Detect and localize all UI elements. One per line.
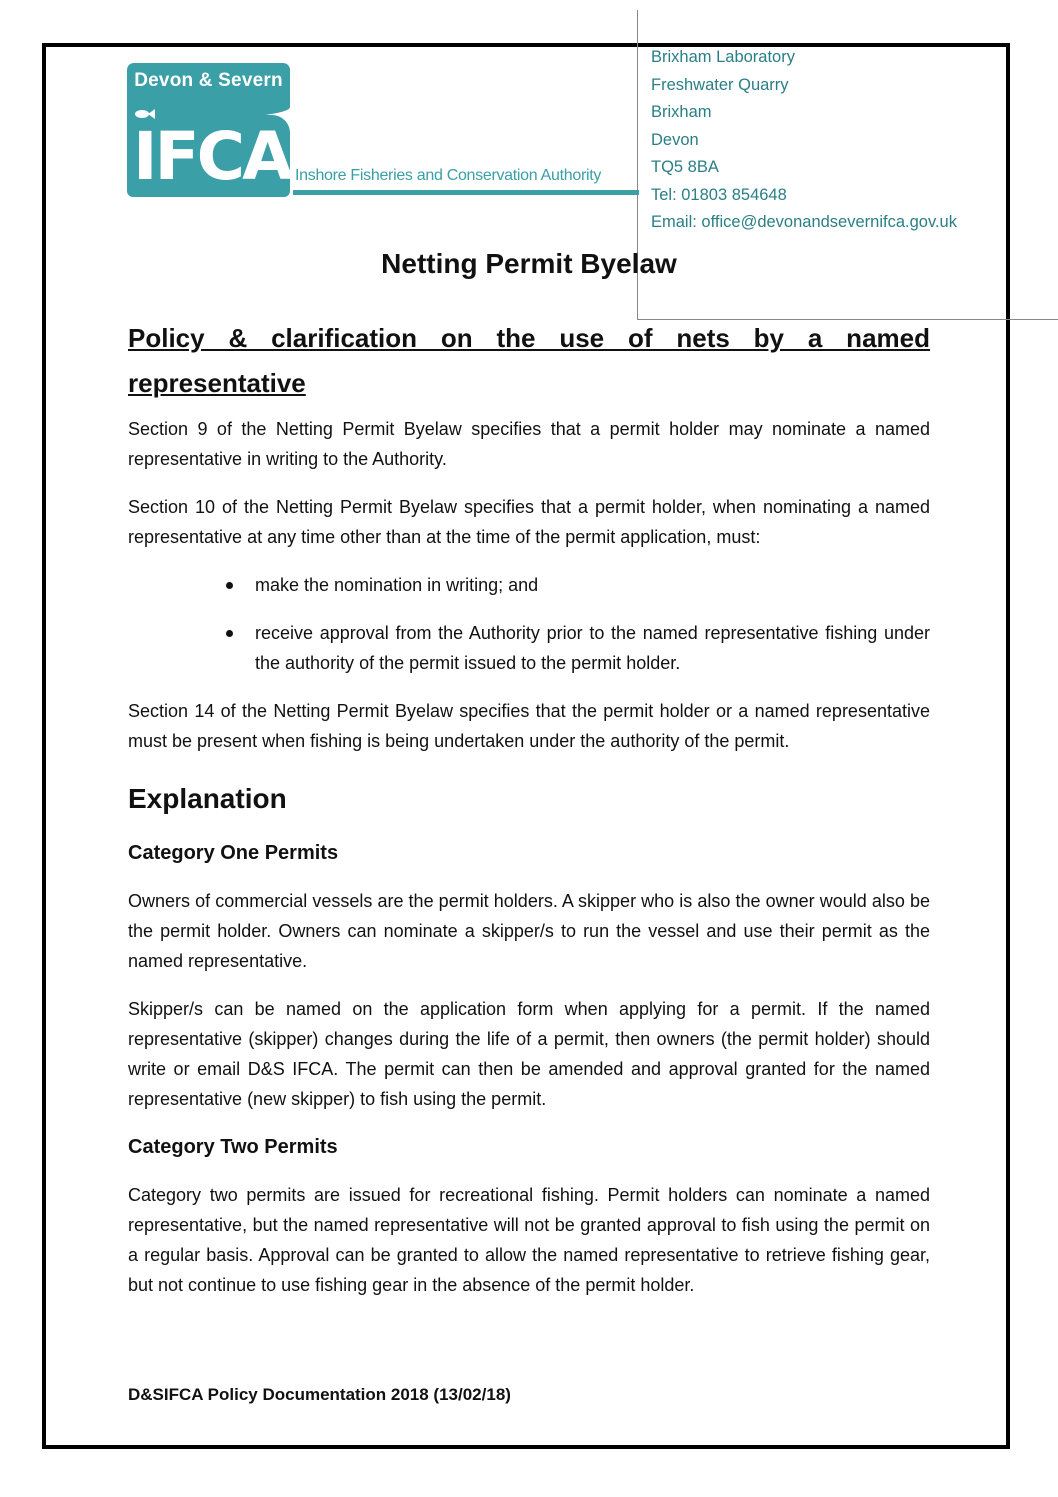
address-line: Freshwater Quarry	[651, 75, 789, 94]
category-one-paragraph-1: Owners of commercial vessels are the permit holders. A skipper who is also the owner would also be the permit holder. Owners can nominate a skipper/s to run the vessel and use their permit as the named representative.	[128, 891, 930, 971]
document-body	[128, 316, 930, 1318]
paragraph-section-9: Section 9 of the Netting Permit Byelaw specifies that a permit holder may nominate a named representative in writing to the Authority.	[128, 419, 930, 469]
list-item	[255, 618, 930, 678]
address-line: Brixham Laboratory	[651, 48, 795, 66]
address-block	[651, 44, 957, 237]
category-one-heading: Category One Permits	[128, 842, 339, 864]
logo-ifca-text: IFCA	[133, 118, 291, 195]
document-footer: D&SIFCA Policy Documentation 2018 (13/02/18)	[128, 1385, 511, 1404]
bullet-icon	[226, 630, 233, 637]
paragraph-section-10: Section 10 of the Netting Permit Byelaw specifies that a permit holder, when nominating a named representative at any time other than at the time of the permit application, must:	[128, 497, 930, 547]
address-line: TQ5 8BA	[651, 158, 719, 176]
list-item-text: make the nomination in writing; and	[255, 575, 539, 595]
logo-underline	[293, 190, 639, 195]
paragraph-section-14: Section 14 of the Netting Permit Byelaw specifies that the permit holder or a named representative must be present when fishing is being undertaken under the authority of the permit.	[128, 701, 930, 751]
list-item-text: receive approval from the Authority prior to the named representative fishing under the authority of the permit issued to the permit holder.	[255, 623, 930, 673]
category-two-heading: Category Two Permits	[128, 1136, 338, 1158]
ifca-logo	[127, 63, 637, 201]
document-title: Netting Permit Byelaw	[381, 248, 677, 279]
policy-heading-line1: Policy & clarification on the use of nets by a named	[128, 323, 930, 353]
list-item	[255, 570, 930, 600]
policy-heading-line2: representative	[128, 368, 306, 398]
logo-strapline: Inshore Fisheries and Conservation Authority	[295, 167, 602, 184]
address-email: Email: office@devonandsevernifca.gov.uk	[651, 213, 957, 231]
bullet-icon	[226, 582, 233, 589]
address-line: Brixham	[651, 103, 712, 121]
nomination-requirements-list	[128, 570, 930, 678]
address-line: Devon	[651, 130, 699, 149]
policy-heading	[128, 316, 930, 406]
logo-tab-text: Devon & Severn	[127, 63, 290, 107]
category-one-paragraph-2: Skipper/s can be named on the application form when applying for a permit. If the named representative (skipper) changes during the life of a permit, then owners (the permit holder) should write or email D&S IFCA. The permit can then be amended and approval granted for the named representative (new skipper) to fish using the permit.	[128, 999, 930, 1109]
explanation-heading: Explanation	[128, 783, 287, 814]
address-phone: Tel: 01803 854648	[651, 185, 787, 204]
category-two-paragraph-1: Category two permits are issued for recreational fishing. Permit holders can nominate a named representative, but the named representative will not be granted approval to fish using the permit on a regular basis. Approval can be granted to allow the named representative to retrieve fishing gear, but not continue to use fishing gear in the absence of the permit holder.	[128, 1185, 930, 1295]
